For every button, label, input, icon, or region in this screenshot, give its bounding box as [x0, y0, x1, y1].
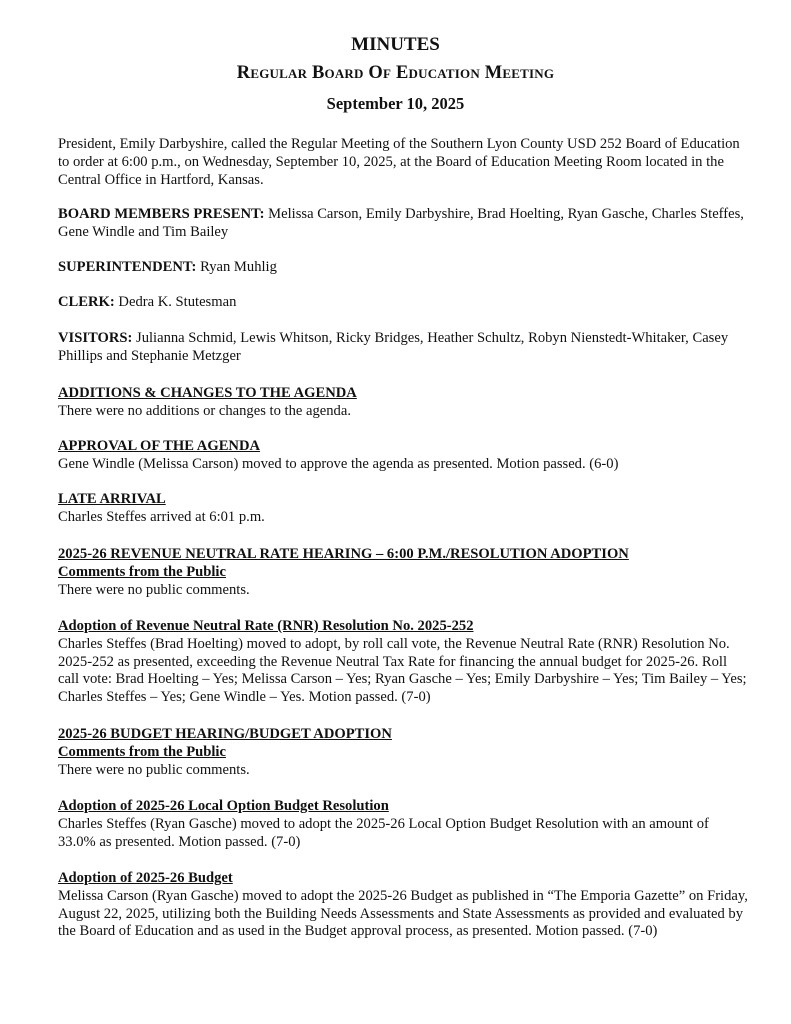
- additions-text: There were no additions or changes to the agenda.: [58, 402, 351, 419]
- budget-adoption-text: Melissa Carson (Ryan Gasche) moved to adopt the 2025-26 Budget as published in “The Emporia Gazette” on Friday, August 22, 2025, utilizing both the Building Needs Assessments and State Assessments as provided and evaluated by the Board of Education and as used in the Budget approval process, as presented. Motion passed. (7-0): [58, 887, 748, 940]
- additions-section: [58, 385, 748, 421]
- clerk-paragraph: [58, 294, 748, 312]
- clerk-label: CLERK:: [58, 294, 115, 310]
- rnr-comments-heading: Comments from the Public: [58, 563, 226, 580]
- approval-heading: APPROVAL OF THE AGENDA: [58, 438, 261, 454]
- budget-comments-heading: Comments from the Public: [58, 743, 226, 760]
- late-arrival-section: [58, 491, 748, 527]
- rnr-adoption-section: [58, 618, 748, 707]
- approval-section: [58, 438, 748, 474]
- visitors-text: Julianna Schmid, Lewis Whitson, Ricky Bridges, Heather Schultz, Robyn Nienstedt-Whitaker, Casey Phillips and Stephanie Metzger: [58, 330, 729, 364]
- visitors-label: VISITORS:: [58, 330, 133, 346]
- board-members-text: Melissa Carson, Emily Darbyshire, Brad Hoelting, Ryan Gasche, Charles Steffes, Gene Windle and Tim Bailey: [58, 206, 744, 240]
- rnr-comments-text: There were no public comments.: [58, 581, 250, 598]
- meeting-date: September 10, 2025: [326, 94, 465, 113]
- budget-hearing-heading: 2025-26 BUDGET HEARING/BUDGET ADOPTION: [58, 726, 392, 742]
- rnr-hearing-section: [58, 546, 748, 599]
- budget-comments-text: There were no public comments.: [58, 761, 250, 778]
- visitors-paragraph: [58, 330, 748, 366]
- document-title: MINUTES: [351, 34, 440, 55]
- rnr-adoption-text: Charles Steffes (Brad Hoelting) moved to adopt, by roll call vote, the Revenue Neutral Rate (RNR) Resolution No. 2025-252 as presented, exceeding the Revenue Neutral Tax Rate for financing the annual budget for 2025-26. Roll call vote: Brad Hoelting – Yes; Melissa Carson – Yes; Ryan Gasche – Yes; Emily Darbyshire – Yes; Tim Bailey – Yes; Charles Steffes – Yes; Gene Windle – Yes. Motion passed. (7-0): [58, 635, 747, 706]
- intro-paragraph: President, Emily Darbyshire, called the Regular Meeting of the Southern Lyon County USD 252 Board of Education to order at 6:00 p.m., on Wednesday, September 10, 2025, at the Board of Education Meeting Room located in the Central Office in Hartford, Kansas.: [58, 136, 740, 188]
- late-arrival-text: Charles Steffes arrived at 6:01 p.m.: [58, 508, 265, 525]
- clerk-text: Dedra K. Stutesman: [118, 294, 237, 310]
- superintendent-paragraph: [58, 259, 748, 277]
- rnr-hearing-heading: 2025-26 REVENUE NEUTRAL RATE HEARING – 6:00 P.M./RESOLUTION ADOPTION: [58, 546, 629, 562]
- superintendent-label: SUPERINTENDENT:: [58, 259, 197, 275]
- rnr-adoption-heading: Adoption of Revenue Neutral Rate (RNR) Resolution No. 2025-252: [58, 618, 474, 634]
- lob-adoption-section: [58, 798, 748, 851]
- board-members-paragraph: [58, 206, 748, 242]
- budget-adoption-heading: Adoption of 2025-26 Budget: [58, 870, 233, 886]
- superintendent-text: Ryan Muhlig: [200, 259, 277, 275]
- late-arrival-heading: LATE ARRIVAL: [58, 491, 166, 507]
- document-subtitle: Regular Board Of Education Meeting: [236, 63, 555, 83]
- approval-text: Gene Windle (Melissa Carson) moved to approve the agenda as presented. Motion passed. (6-0): [58, 455, 619, 472]
- lob-adoption-heading: Adoption of 2025-26 Local Option Budget Resolution: [58, 798, 389, 814]
- board-members-label: BOARD MEMBERS PRESENT:: [58, 206, 265, 222]
- additions-heading: ADDITIONS & CHANGES TO THE AGENDA: [58, 385, 357, 401]
- budget-hearing-section: [58, 726, 748, 779]
- lob-adoption-text: Charles Steffes (Ryan Gasche) moved to adopt the 2025-26 Local Option Budget Resolution with an amount of 33.0% as presented. Motion passed. (7-0): [58, 815, 709, 850]
- budget-adoption-section: [58, 870, 748, 941]
